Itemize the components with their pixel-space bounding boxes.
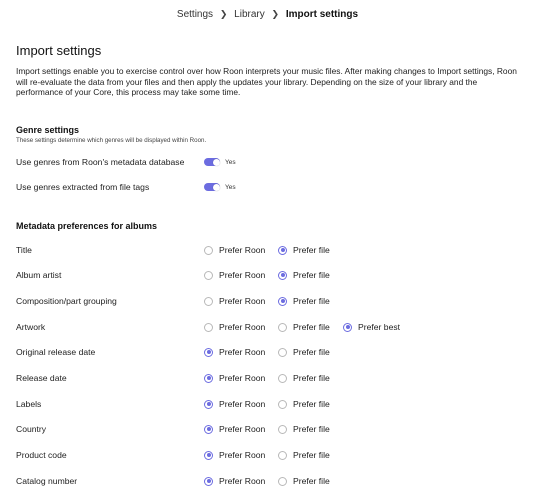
metadata-row xyxy=(16,421,526,437)
radio-option[interactable] xyxy=(278,270,330,280)
radio-option[interactable] xyxy=(204,399,265,409)
radio-option-label: Prefer Roon xyxy=(219,322,266,332)
metadata-row xyxy=(16,396,526,412)
metadata-row xyxy=(16,319,526,335)
radio-option[interactable] xyxy=(278,245,330,255)
radio-unselected-icon[interactable] xyxy=(204,323,213,332)
radio-option-label: Prefer file xyxy=(293,450,330,460)
radio-unselected-icon[interactable] xyxy=(278,451,287,460)
radio-option-label: Prefer Roon xyxy=(219,450,266,460)
radio-option[interactable] xyxy=(204,450,265,460)
radio-option-label: Prefer file xyxy=(293,296,330,306)
radio-option[interactable] xyxy=(278,296,330,306)
radio-option[interactable] xyxy=(204,373,265,383)
toggle-value: Yes xyxy=(225,158,236,166)
page-title: Import settings xyxy=(16,43,102,58)
metadata-row xyxy=(16,473,526,489)
genre-settings-title: Genre settings xyxy=(16,125,80,135)
radio-option-label: Prefer Roon xyxy=(219,270,266,280)
metadata-row xyxy=(16,370,526,386)
radio-option[interactable] xyxy=(278,347,330,357)
radio-unselected-icon[interactable] xyxy=(204,297,213,306)
radio-option[interactable] xyxy=(204,296,265,306)
toggle-switch[interactable] xyxy=(204,183,220,191)
radio-option[interactable] xyxy=(278,373,330,383)
chevron-right-icon: ❯ xyxy=(271,9,280,19)
radio-selected-icon[interactable] xyxy=(204,477,213,486)
metadata-row-label: Product code xyxy=(16,450,67,460)
metadata-row-label: Catalog number xyxy=(16,476,78,486)
metadata-row-label: Labels xyxy=(16,399,42,409)
metadata-row-label: Artwork xyxy=(16,322,46,332)
breadcrumb xyxy=(0,9,535,20)
radio-unselected-icon[interactable] xyxy=(204,271,213,280)
radio-selected-icon[interactable] xyxy=(278,297,287,306)
radio-selected-icon[interactable] xyxy=(278,271,287,280)
metadata-row-label: Release date xyxy=(16,373,67,383)
radio-selected-icon[interactable] xyxy=(204,425,213,434)
radio-option-label: Prefer Roon xyxy=(219,296,266,306)
genre-row-file-tags xyxy=(16,179,526,195)
radio-option-label: Prefer file xyxy=(293,270,330,280)
radio-unselected-icon[interactable] xyxy=(278,477,287,486)
radio-option[interactable] xyxy=(278,424,330,434)
radio-option[interactable] xyxy=(204,270,265,280)
radio-option-label: Prefer file xyxy=(293,347,330,357)
radio-selected-icon[interactable] xyxy=(204,400,213,409)
metadata-row-label: Composition/part grouping xyxy=(16,296,117,306)
radio-unselected-icon[interactable] xyxy=(278,323,287,332)
genre-row-label: Use genres from Roon's metadata database xyxy=(16,157,185,167)
metadata-row xyxy=(16,447,526,463)
radio-option[interactable] xyxy=(204,322,265,332)
radio-selected-icon[interactable] xyxy=(204,348,213,357)
radio-selected-icon[interactable] xyxy=(343,323,352,332)
radio-option-label: Prefer Roon xyxy=(219,373,266,383)
radio-unselected-icon[interactable] xyxy=(278,348,287,357)
metadata-row-label: Title xyxy=(16,245,32,255)
genre-settings-subtitle: These settings determine which genres will be displayed within Roon. xyxy=(16,137,207,144)
metadata-row-label: Album artist xyxy=(16,270,62,280)
radio-option-label: Prefer Roon xyxy=(219,347,266,357)
radio-unselected-icon[interactable] xyxy=(278,425,287,434)
chevron-right-icon: ❯ xyxy=(219,9,228,19)
radio-option-label: Prefer Roon xyxy=(219,424,266,434)
genre-roon-db-toggle[interactable] xyxy=(204,158,236,166)
metadata-prefs-title: Metadata preferences for albums xyxy=(16,221,158,231)
metadata-row xyxy=(16,242,526,258)
metadata-row-label: Original release date xyxy=(16,347,96,357)
radio-option-label: Prefer file xyxy=(293,373,330,383)
genre-row-label: Use genres extracted from file tags xyxy=(16,182,150,192)
radio-option[interactable] xyxy=(204,476,265,486)
radio-option-label: Prefer Roon xyxy=(219,399,266,409)
breadcrumb-current: Import settings xyxy=(285,9,359,20)
metadata-row-label: Country xyxy=(16,424,47,434)
radio-option-label: Prefer Roon xyxy=(219,476,266,486)
radio-option[interactable] xyxy=(204,347,265,357)
radio-option-label: Prefer file xyxy=(293,476,330,486)
radio-selected-icon[interactable] xyxy=(204,374,213,383)
radio-unselected-icon[interactable] xyxy=(278,400,287,409)
radio-option-label: Prefer best xyxy=(358,322,401,332)
toggle-value: Yes xyxy=(225,183,236,191)
radio-selected-icon[interactable] xyxy=(278,246,287,255)
radio-option-label: Prefer file xyxy=(293,424,330,434)
radio-option-label: Prefer file xyxy=(293,245,330,255)
genre-file-tags-toggle[interactable] xyxy=(204,183,236,191)
radio-option-label: Prefer file xyxy=(293,399,330,409)
radio-selected-icon[interactable] xyxy=(204,451,213,460)
radio-option[interactable] xyxy=(204,245,265,255)
breadcrumb-library[interactable]: Library xyxy=(234,9,265,20)
radio-option-label: Prefer file xyxy=(293,322,330,332)
radio-option[interactable] xyxy=(278,476,330,486)
radio-unselected-icon[interactable] xyxy=(204,246,213,255)
metadata-row xyxy=(16,293,526,309)
radio-option[interactable] xyxy=(343,322,400,332)
radio-unselected-icon[interactable] xyxy=(278,374,287,383)
radio-option[interactable] xyxy=(278,450,330,460)
radio-option[interactable] xyxy=(278,399,330,409)
toggle-switch[interactable] xyxy=(204,158,220,166)
genre-row-roon-db xyxy=(16,154,526,170)
metadata-row xyxy=(16,267,526,283)
radio-option-label: Prefer Roon xyxy=(219,245,266,255)
radio-option[interactable] xyxy=(204,424,265,434)
breadcrumb-settings[interactable]: Settings xyxy=(176,9,214,20)
metadata-row xyxy=(16,344,526,360)
page-intro: Import settings enable you to exercise control over how Roon interprets your music files. After making changes to Import settings, Roon will re-evaluate the data from your files and then apply the updates your library. Depending on the size of your library and the performance of your Core, this process may take some time. xyxy=(16,66,517,97)
radio-option[interactable] xyxy=(278,322,330,332)
